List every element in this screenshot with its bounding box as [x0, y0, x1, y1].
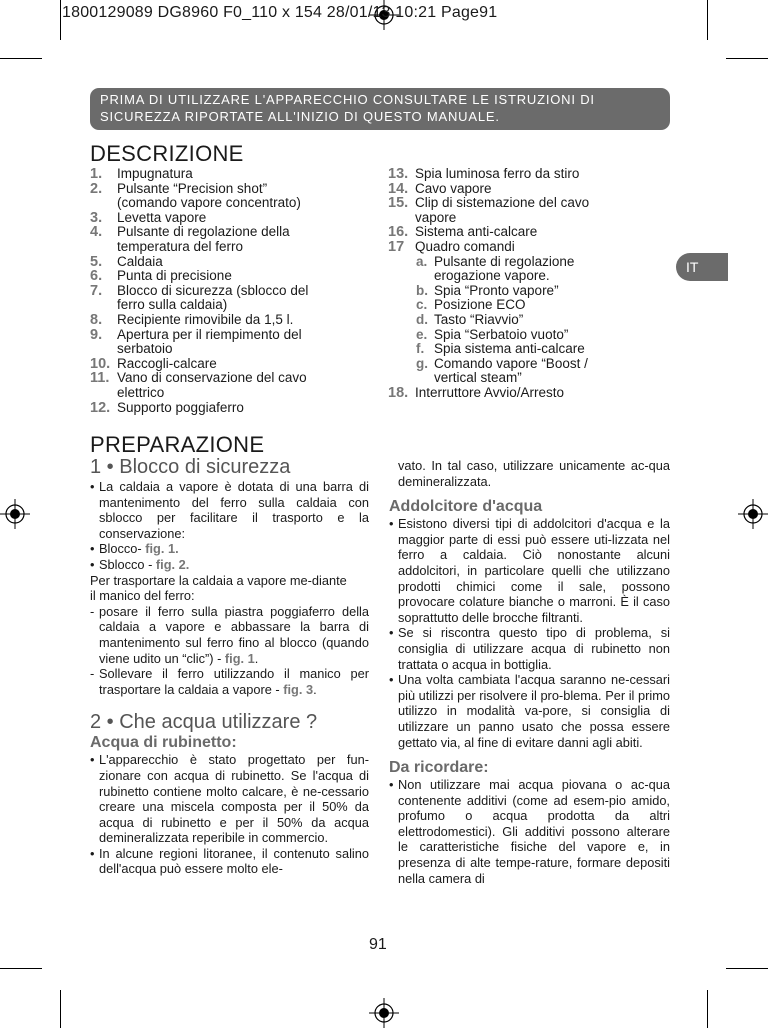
item-number: 18.	[388, 384, 409, 401]
item-letter: d.	[416, 311, 428, 327]
item-text: Clip di sistemazione del cavo vapore	[415, 195, 590, 225]
list-item	[90, 401, 380, 416]
item-letter: e.	[416, 326, 428, 342]
crop-mark	[707, 0, 708, 40]
item-text: Pulsante di regolazione della temperatura del ferro	[117, 224, 290, 254]
item-number: 13.	[388, 166, 409, 182]
subheading: Acqua di rubinetto:	[90, 734, 237, 752]
item-number: 2.	[90, 180, 103, 197]
item-text: Levetta vapore	[117, 209, 207, 225]
crop-mark	[60, 990, 61, 1028]
figure-reference: fig. 2.	[155, 556, 190, 572]
item-text: Recipiente rimovibile da 1,5 l.	[117, 311, 294, 327]
paragraph: vato. In tal caso, utilizzare unicamente ac-qua demineralizzata.	[398, 458, 670, 489]
item-text: Blocco di sicurezza (sblocco del ferro sulla caldaia)	[117, 282, 309, 313]
crop-mark	[726, 968, 768, 969]
right-column	[389, 458, 670, 886]
item-letter: b.	[416, 282, 428, 298]
item-text: Vano di conservazione del cavo elettrico	[117, 370, 307, 400]
list-item	[388, 240, 678, 255]
item-text: Pulsante “Precision shot” (comando vapore concentrato)	[117, 180, 301, 211]
description-list-right	[388, 167, 678, 401]
item-number: 7.	[90, 282, 103, 299]
crop-mark	[707, 990, 708, 1028]
banner-line: SICUREZZA RIPORTATE ALL'INIZIO DI QUESTO MANUALE.	[100, 109, 500, 124]
page-number: 91	[369, 936, 387, 953]
item-number: 5.	[90, 253, 103, 270]
crop-mark	[0, 968, 42, 969]
bullet-item: • L'apparecchio è stato progettato per fun-zionare con acqua di rubinetto. Se l'acqua di rubinetto contiene molto calcare, è ne-cessario creare una miscela composta per il 50% da acqua di rubinetto e per il 50% da acqua demineralizzata reperibile in commercio.	[90, 752, 369, 846]
list-item	[90, 255, 380, 270]
item-number: 17	[388, 238, 405, 255]
list-item	[90, 225, 380, 254]
paragraph: il manico del ferro:	[90, 588, 195, 604]
item-text: Comando vapore “Boost / vertical steam”	[434, 355, 588, 386]
sub-list-item	[416, 298, 678, 313]
registration-mark-icon	[738, 499, 768, 529]
item-text: Quadro comandi	[415, 238, 515, 254]
crop-mark	[0, 58, 42, 59]
item-text: Caldaia	[117, 253, 163, 269]
bullet-item: • Sblocco - fig. 2.	[90, 556, 190, 572]
safety-banner	[90, 88, 670, 130]
bullet-item: • Non utilizzare mai acqua piovana o ac-qua contenente additivi (come ad esem-pio amido, profumo o acqua prodotta da altri elettrodomestici). Gli additivi possono alterare le caratteristiche fisiche del vapore e, in presenza di alte tempe-rature, formare depositi nella camera di	[389, 777, 670, 886]
bullet-item: • La caldaia a vapore è dotata di una barra di mantenimento del ferro sulla caldaia con sblocco per facilitare il trasporto e la conservazione:	[90, 479, 369, 541]
crop-mark	[726, 58, 768, 59]
item-number: 8.	[90, 311, 103, 328]
bullet-item: • Una volta cambiata l'acqua saranno ne-cessari più utilizzi per risolvere il pro-blema. Per il primo utilizzo in modalità va-pore, si consiglia di utilizzare un panno usato che possa essere gettato via, al fine di evitare danni agli abiti.	[389, 672, 670, 750]
item-number: 9.	[90, 326, 103, 343]
body-text	[90, 752, 369, 877]
item-text: Spia luminosa ferro da stiro	[415, 166, 580, 181]
item-number: 6.	[90, 268, 103, 285]
list-item	[90, 284, 380, 313]
item-text: Apertura per il riempimento del serbatoio	[117, 326, 302, 357]
sub-list-item	[416, 255, 678, 284]
sub-list-item	[416, 328, 678, 343]
sub-list-item	[416, 313, 678, 328]
item-letter: f.	[416, 341, 425, 357]
item-text: Pulsante di regolazione erogazione vapore.	[434, 253, 575, 284]
sub-list-item	[416, 357, 678, 386]
item-text: Tasto “Riavvio”	[434, 311, 524, 327]
section-title-descrizione: DESCRIZIONE	[90, 141, 244, 166]
figure-reference: fig. 1.	[145, 541, 179, 557]
subsection-title: 2 • Che acqua utilizzare ?	[90, 711, 318, 734]
list-item	[388, 196, 678, 225]
item-number: 14.	[388, 180, 409, 197]
item-number: 16.	[388, 224, 409, 241]
crop-mark	[60, 0, 61, 40]
bullet-item: • Se si riscontra questo tipo di problema, si consiglia di utilizzare acqua di rubinetto non trattata o acqua in bottiglia.	[389, 625, 670, 672]
item-letter: a.	[416, 253, 428, 269]
list-item	[90, 167, 380, 182]
item-text: Posizione ECO	[434, 297, 526, 313]
banner-line: PRIMA DI UTILIZZARE L'APPARECCHIO CONSULTARE LE ISTRUZIONI DI	[100, 92, 595, 107]
list-item	[388, 182, 678, 197]
item-text: Sistema anti-calcare	[415, 224, 538, 240]
item-text: Interruttore Avvio/Arresto	[415, 384, 565, 400]
list-item	[90, 357, 380, 372]
item-letter: c.	[416, 297, 428, 313]
item-number: 11.	[90, 370, 110, 387]
subsection-title: 1 • Blocco di sicurezza	[90, 456, 291, 478]
sub-list-item	[416, 342, 678, 357]
registration-mark-icon	[0, 499, 30, 529]
subheading: Addolcitore d'acqua	[389, 498, 543, 516]
left-column	[90, 456, 369, 877]
bullet-item: • Esistono diversi tipi di addolcitori d'acqua e la maggior parte di essi può essere uti-lizzata nel ferro a caldaia. Ciò nonostante alcuni addolcitori, in particolare quelli che utilizzano prodotti chimici come il sale, possono provocare colature bianche o marroni. È il caso soprattutto delle brocche filtranti.	[389, 516, 670, 625]
print-header: 1800129089 DG8960 F0_110 x 154 28/01/13 10:21 Page91	[62, 4, 498, 21]
bullet-item: • In alcune regioni litoranee, il contenuto salino dell'acqua può essere molto ele-	[90, 845, 369, 877]
item-number: 15.	[388, 195, 409, 212]
item-text: Raccogli-calcare	[117, 355, 217, 371]
dash-item: - Sollevare il ferro utilizzando il manico per trasportare la caldaia a vapore - fig. 3.	[90, 666, 369, 697]
list-item	[388, 225, 678, 240]
description-list-left	[90, 167, 380, 415]
list-item	[90, 371, 380, 400]
list-item	[90, 269, 380, 284]
item-number: 1.	[90, 166, 103, 182]
item-number: 12.	[90, 399, 111, 416]
body-text	[389, 458, 670, 489]
item-number: 10.	[90, 355, 111, 372]
list-item	[90, 182, 380, 211]
body-text	[389, 516, 670, 750]
item-text: Spia “Pronto vapore”	[434, 282, 559, 298]
subheading: Da ricordare:	[389, 759, 489, 777]
item-text: Punta di precisione	[117, 268, 232, 284]
item-text: Spia sistema anti-calcare	[434, 341, 585, 357]
item-number: 3.	[90, 209, 103, 226]
bullet-item: • Blocco- fig. 1.	[90, 541, 179, 557]
dash-item: - posare il ferro sulla piastra poggiaferro della caldaia a vapore e abbassare la barra di mantenimento sul ferro fino al blocco (quando viene udito un “clic”) - fig. 1.	[90, 603, 369, 666]
list-item	[90, 211, 380, 226]
item-number: 4.	[90, 224, 103, 241]
item-text: Supporto poggiaferro	[117, 399, 244, 415]
item-text: Impugnatura	[117, 166, 193, 181]
list-item	[90, 328, 380, 357]
registration-mark-icon	[369, 998, 399, 1028]
paragraph: Per trasportare la caldaia a vapore me-diante	[90, 572, 347, 588]
language-tab: IT	[676, 253, 728, 281]
item-text: Cavo vapore	[415, 180, 492, 196]
list-item	[388, 386, 678, 401]
sub-list-item	[416, 284, 678, 299]
figure-reference: fig. 3	[283, 681, 314, 697]
body-text	[90, 479, 369, 697]
body-text	[389, 777, 670, 886]
list-item	[388, 167, 678, 182]
section-title-preparazione: PREPARAZIONE	[90, 432, 265, 457]
figure-reference: fig. 1	[224, 650, 255, 666]
item-text: Spia “Serbatoio vuoto”	[434, 326, 569, 342]
list-item	[90, 313, 380, 328]
item-letter: g.	[416, 355, 428, 371]
